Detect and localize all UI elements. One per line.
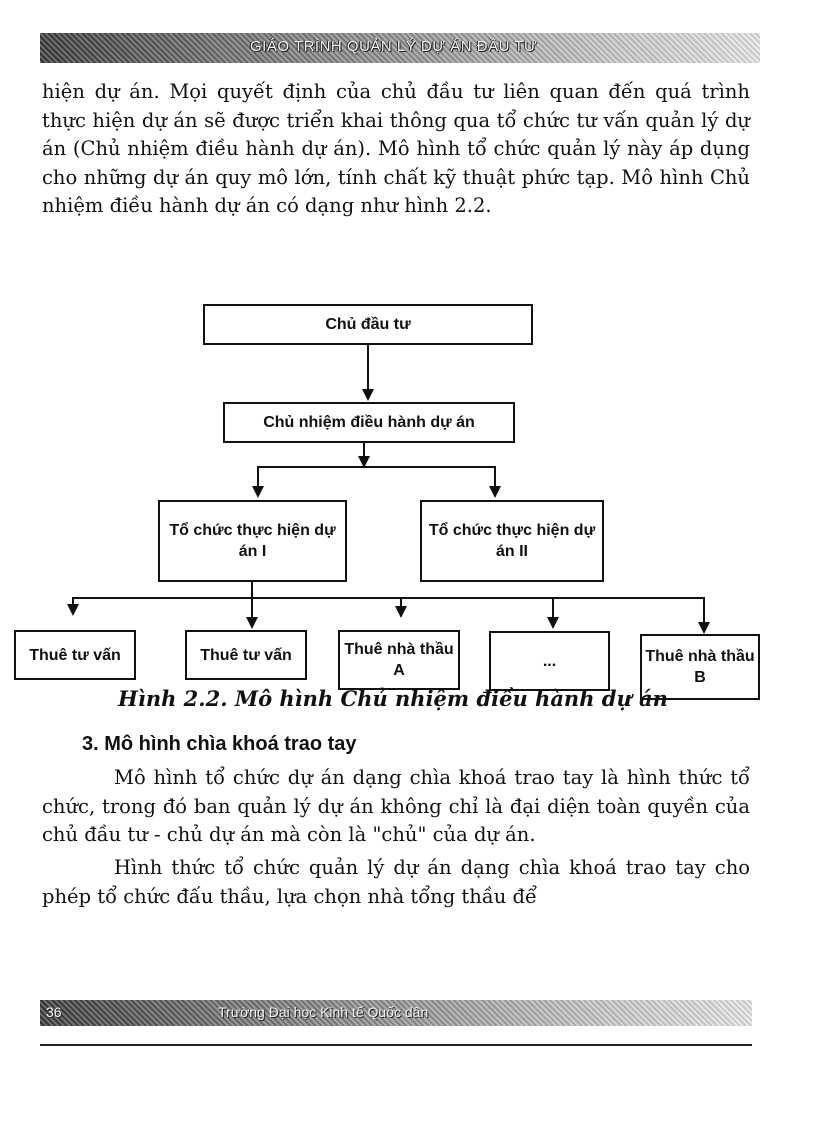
intro-paragraph: hiện dự án. Mọi quyết định của chủ đầu tư liên quan đến quá trình thực hiện dự án sẽ được triển khai thông qua tổ chức tư vấn quản lý dự án (Chủ nhiệm điều hành dự án). Mô hình tổ chức quản lý này áp dụng cho những dự án quy mô lớn, tính chất kỹ thuật phức tạp. Mô hình Chủ nhiệm điều hành dự án có dạng như hình 2.2. (42, 80, 750, 218)
arrow-head-icon (67, 604, 79, 616)
header-band (40, 33, 760, 63)
connector-line (703, 597, 705, 623)
connector-line (257, 466, 496, 468)
connector-line (552, 597, 554, 618)
page-number: 36 (46, 1004, 62, 1020)
arrow-head-icon (252, 486, 264, 498)
manager-box: Chủ nhiệm điều hành dự án (223, 402, 515, 443)
arrow-head-icon (698, 622, 710, 634)
leaf-box-1: Thuê tư vấn (14, 630, 136, 680)
footer-band (40, 1000, 752, 1026)
turnkey-paragraph-1: Mô hình tổ chức dự án dạng chìa khoá trao tay là hình thức tổ chức, trong đó ban quản lý dự án không chỉ là đại diện toàn quyền của chủ đầu tư - chủ dự án mà còn là "chủ" của dự án. (42, 766, 750, 847)
leaf-box-5: Thuê nhà thầu B (640, 634, 760, 700)
arrow-head-icon (489, 486, 501, 498)
connector-line (72, 597, 704, 599)
arrow-head-icon (395, 606, 407, 618)
section-heading: 3. Mô hình chìa khoá trao tay (82, 733, 357, 755)
header-title: GIÁO TRÌNH QUẢN LÝ DỰ ÁN ĐẦU TƯ (250, 38, 538, 55)
arrow-head-icon (246, 617, 258, 629)
connector-line (367, 345, 369, 391)
leaf-box-2: Thuê tư vấn (185, 630, 307, 680)
arrow-head-icon (362, 389, 374, 401)
figure-caption: Hình 2.2. Mô hình Chủ nhiệm điều hành dự án (118, 686, 668, 711)
footer-rule (40, 1044, 752, 1046)
org-2-box: Tổ chức thực hiện dự án II (420, 500, 604, 582)
turnkey-paragraph-2: Hình thức tổ chức quản lý dự án dạng chìa khoá trao tay cho phép tổ chức đấu thầu, lựa chọn nhà tổng thầu để (42, 856, 750, 908)
footer-publisher: Trường Đại học Kinh tế Quốc dân (218, 1004, 429, 1020)
owner-box: Chủ đầu tư (203, 304, 533, 345)
arrow-head-icon (547, 617, 559, 629)
connector-line (257, 466, 259, 488)
connector-line (494, 466, 496, 488)
leaf-box-3: Thuê nhà thầu A (338, 630, 460, 690)
connector-line (251, 582, 253, 619)
leaf-box-4: ... (489, 631, 610, 691)
org-1-box: Tổ chức thực hiện dự án I (158, 500, 347, 582)
